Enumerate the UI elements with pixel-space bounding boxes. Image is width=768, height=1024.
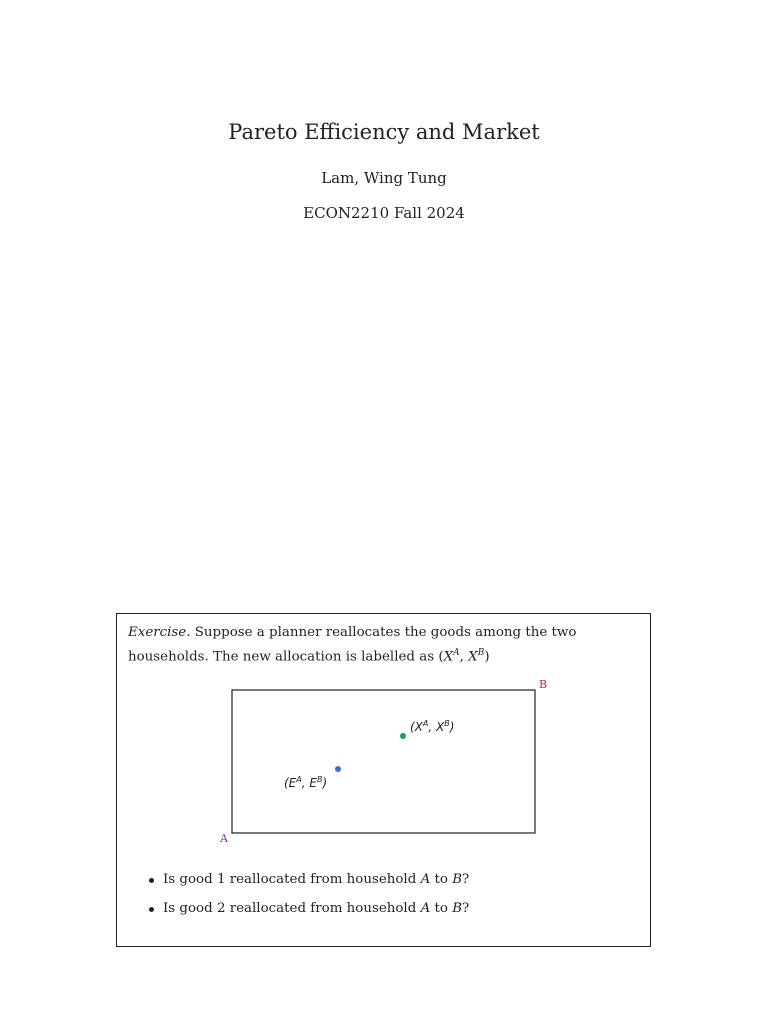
question-mark: ?	[462, 901, 470, 916]
household-a: A	[420, 901, 431, 916]
exercise-comma: ,	[459, 649, 469, 665]
new-allocation-point	[400, 733, 406, 739]
exercise-lead: Exercise.	[128, 625, 191, 640]
endowment-close: )	[322, 776, 328, 790]
endowment-open: (E	[284, 776, 297, 790]
edgeworth-box-diagram	[212, 676, 552, 846]
question-text: Is good 1 reallocated from household	[163, 872, 421, 887]
new-allocation-sep: , X	[428, 720, 445, 734]
exercise-x-a: X	[443, 649, 454, 665]
new-allocation-close: )	[449, 720, 455, 734]
edgeworth-box	[232, 690, 535, 833]
endowment-sup-a: A	[296, 775, 302, 784]
endowment-sup-b: B	[316, 775, 323, 784]
course-info: ECON2210 Fall 2024	[303, 204, 465, 222]
list-item	[147, 901, 469, 916]
page-title: Pareto Efficiency and Market	[228, 120, 540, 144]
exercise-box	[116, 613, 651, 947]
exercise-x-b: X	[468, 649, 478, 665]
new-allocation-open: (X	[410, 720, 423, 734]
question-text: to	[430, 901, 453, 916]
new-allocation-sup-b: B	[444, 719, 450, 728]
question-list	[147, 872, 469, 930]
question-text: Is good 2 reallocated from household	[163, 901, 421, 916]
endowment-sep: , E	[301, 776, 317, 790]
bullet-icon	[149, 907, 154, 912]
question-text: to	[430, 872, 453, 887]
bullet-icon	[149, 878, 154, 883]
list-item	[147, 872, 469, 887]
household-b: B	[452, 872, 463, 887]
exercise-sup-b: B	[477, 648, 485, 658]
exercise-statement	[128, 622, 643, 667]
author-name: Lam, Wing Tung	[321, 169, 447, 187]
household-b: B	[452, 901, 463, 916]
exercise-body: Suppose a planner reallocates the goods among the two households. The new allocation is labelled as (	[128, 625, 577, 665]
exercise-sup-a: A	[453, 648, 460, 658]
endowment-point	[335, 766, 341, 772]
corner-b-label: B	[539, 678, 548, 691]
corner-a-label: A	[220, 832, 228, 845]
new-allocation-sup-a: A	[422, 719, 429, 728]
exercise-close: )	[484, 649, 490, 665]
question-mark: ?	[462, 872, 470, 887]
household-a: A	[420, 872, 431, 887]
